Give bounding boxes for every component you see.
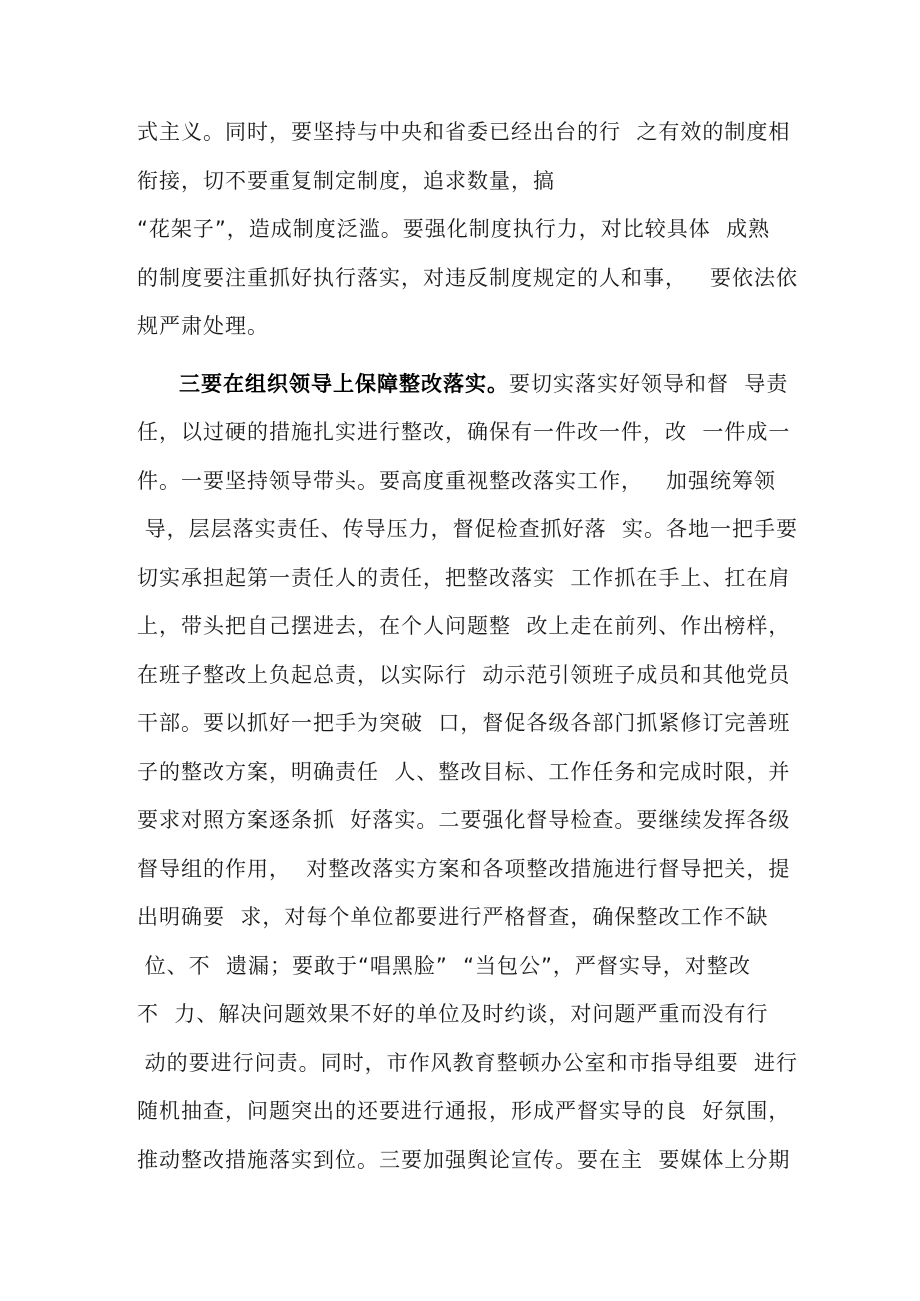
- text-line: 衔接，切不要重复制定制度，追求数量，搞: [137, 169, 555, 193]
- text-line: 的制度要注重抓好执行落实，对违反制度规定的人和事， 要依法依: [137, 266, 799, 290]
- text-line: 干部。要以抓好一把手为突破 口，督促各级各部门抓紧修订完善班: [137, 711, 791, 735]
- text-line: 任，以过硬的措施扎实进行整改，确保有一件改一件，改 一件成一: [137, 420, 791, 444]
- text-line: 位、不 遗漏；要敢于“唱黑脸” “当包公”，严督实导，对整改: [137, 954, 751, 978]
- text-line: 在班子整改上负起总责，以实际行 动示范引领班子成员和其他党员: [137, 663, 791, 687]
- text-line: 导，层层落实责任、传导压力，督促检查抓好落 实。各地一把手要: [137, 517, 799, 541]
- text-line: 式主义。同时，要坚持与中央和省委已经出台的行 之有效的制度相: [137, 120, 791, 144]
- text-line: 子的整改方案，明确责任 人、整改目标、工作任务和完成时限，并: [137, 760, 791, 784]
- text-line: 规严肃处理。: [137, 314, 269, 338]
- text-line: 推动整改措施落实到位。三要加强舆论宣传。要在主 要媒体上分期: [137, 1148, 791, 1172]
- text-line: 督导组的作用， 对整改落实方案和各项整改措施进行督导把关，提: [137, 857, 791, 881]
- text-line: 随机抽查，问题突出的还要进行通报，形成严督实导的良 好氛围，: [137, 1099, 791, 1123]
- text-line: [179, 369, 788, 399]
- heading-line-rest: 要切实落实好领导和督 导责: [509, 372, 789, 396]
- text-line: 动的要进行问责。同时，市作风教育整顿办公室和市指导组要 进行: [137, 1051, 799, 1075]
- text-line: “花架子”，造成制度泛滥。要强化制度执行力，对比较具体 成熟: [137, 217, 771, 241]
- text-line: 要求对照方案逐条抓 好落实。二要强化督导检查。要继续发挥各级: [137, 808, 791, 832]
- section-heading: 三要在组织领导上保障整改落实。: [179, 372, 509, 396]
- text-line: 切实承担起第一责任人的责任，把整改落实 工作抓在手上、扛在肩: [137, 566, 791, 590]
- text-line: 出明确要 求，对每个单位都要进行严格督查，确保整改工作不缺: [137, 905, 769, 929]
- text-line: 件。一要坚持领导带头。要高度重视整改落实工作， 加强统筹领: [137, 469, 777, 493]
- text-line: 上，带头把自己摆进去，在个人问题整 改上走在前列、作出榜样，: [137, 614, 791, 638]
- text-line: 不 力、解决问题效果不好的单位及时约谈，对问题严重而没有行: [137, 1002, 769, 1026]
